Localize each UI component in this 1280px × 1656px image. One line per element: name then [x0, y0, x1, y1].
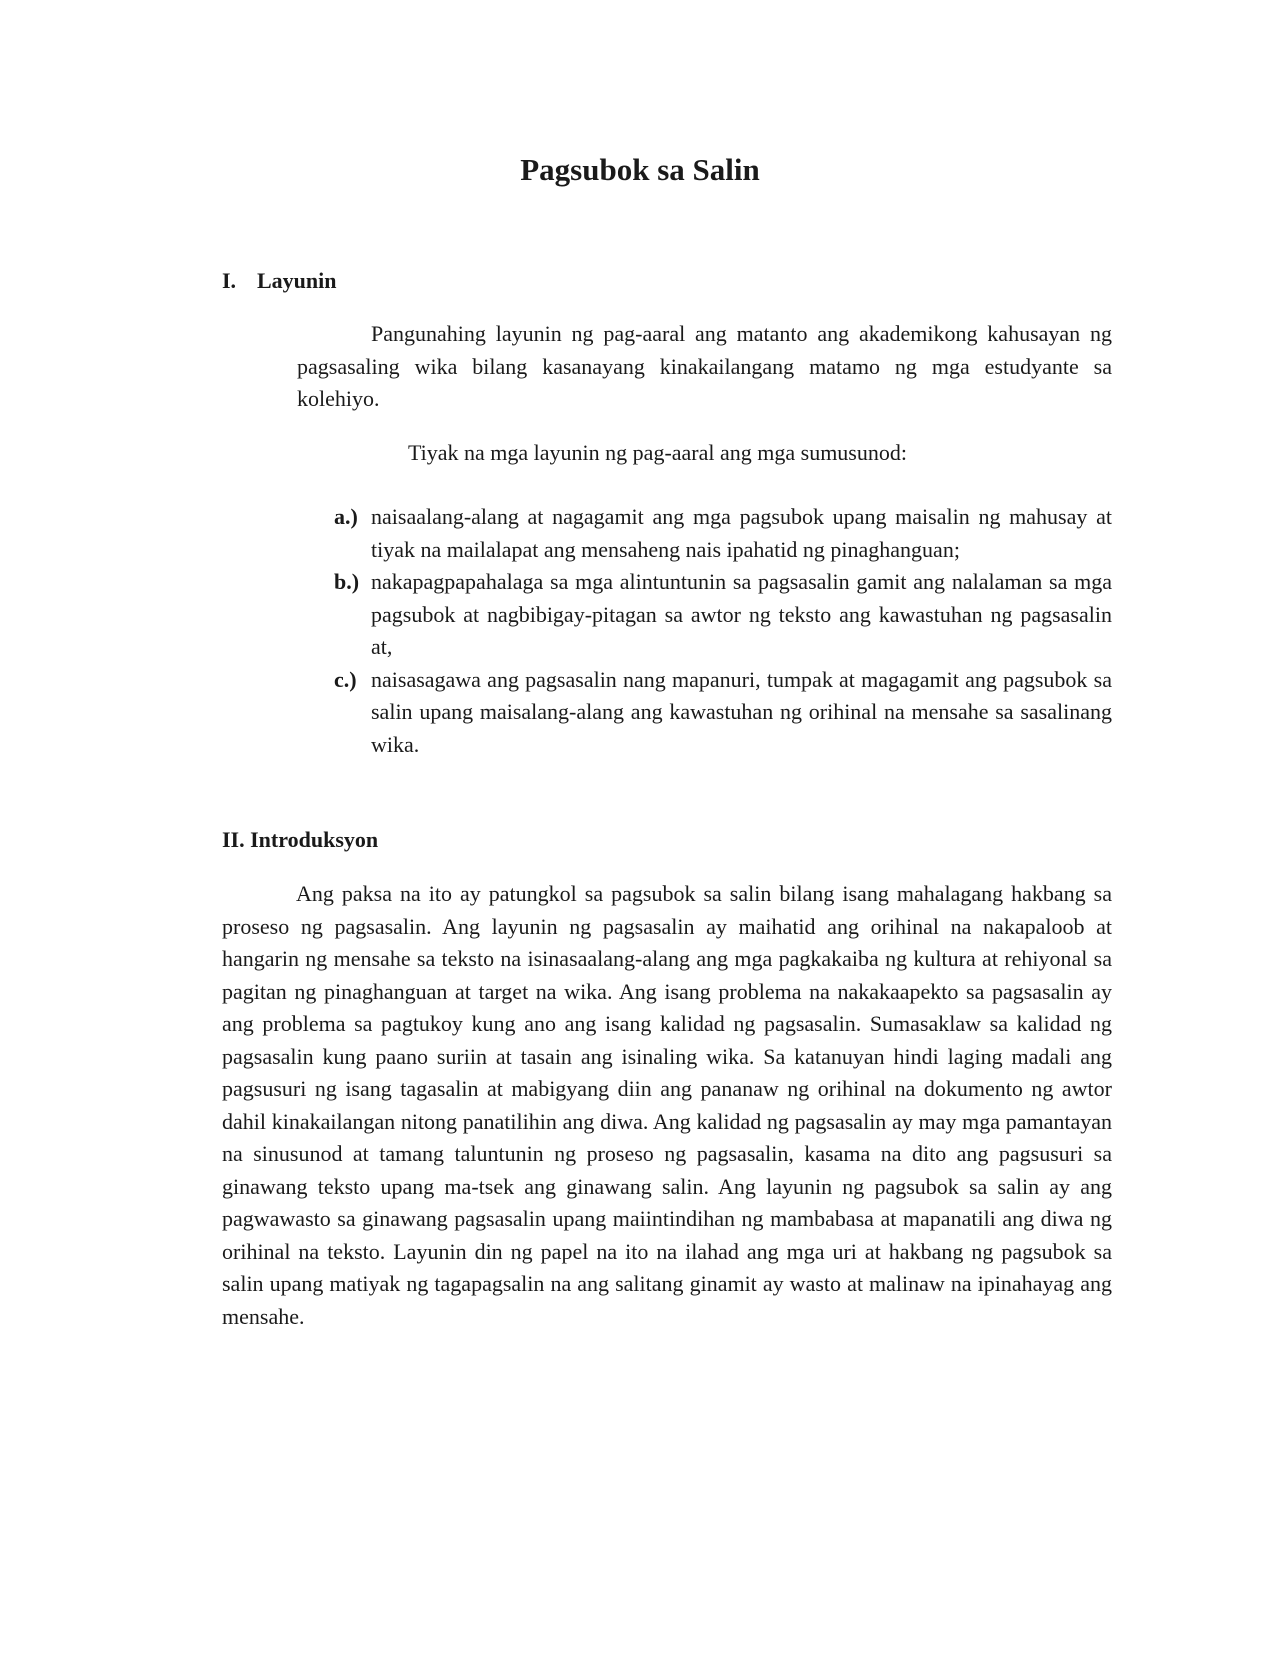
section-number: II. — [222, 827, 245, 852]
section-title: Introduksyon — [250, 827, 379, 852]
objectives-list — [334, 501, 1112, 761]
section-title: Layunin — [257, 268, 337, 293]
objective-text: naisasagawa ang pagsasalin nang mapanuri, tumpak at magagamit ang pagsubok sa salin upang maisalang-alang ang kawastuhan ng orihinal na mensahe sa sasalinang wika. — [371, 666, 1112, 757]
objective-item — [334, 664, 1112, 762]
objective-item — [334, 501, 1112, 566]
objective-text: nakapagpapahalaga sa mga alintuntunin sa pagsasalin gamit ang nalalaman sa mga pagsubok at nagbibigay-pitagan sa awtor ng teksto ang kawastuhan ng pagsasalin at, — [371, 569, 1112, 659]
section-heading-layunin — [222, 265, 337, 297]
document-title: Pagsubok sa Salin — [520, 152, 760, 187]
introduksyon-paragraph: Ang paksa na ito ay patungkol sa pagsubok sa salin bilang isang mahalagang hakbang sa proseso ng pagsasalin. Ang layunin ng pagsasalin ay maihatid ang orihinal na nakapaloob at hangarin ng mensahe sa teksto na isinasaalang-alang ang mga pagkakaiba ng kultura at rehiyonal sa pagitan ng pinaghanguan at target na wika. Ang isang problema na nakakaapekto sa pagsasalin ay ang problema sa pagtukoy kung ano ang isang kalidad ng pagsasalin. Sumasaklaw sa kalidad ng pagsasalin kung paano suriin at tasain ang isinaling wika. Sa katanuyan hindi laging madali ang pagsusuri ng isang tagasalin at mabigyang diin ang pananaw ng orihinal na dokumento ng awtor dahil kinakailangan nitong panatilihin ang diwa. Ang kalidad ng pagsasalin ay may mga pamantayan na sinusunod at tamang taluntunin ng proseso ng pagsasalin, kasama na dito ang pagsusuri sa ginawang teksto upang ma-tsek ang ginawang salin. Ang layunin ng pagsubok sa salin ay ang pagwawasto sa ginawang pagsasalin upang maiintindihan ng mambabasa at mapanatili ang diwa ng orihinal na teksto. Layunin din ng papel na ito na ilahad ang mga uri at hakbang ng pagsubok sa salin upang matiyak ng tagapagsalin na ang salitang ginamit ay wasto at malinaw na ipinahayag ang mensahe. — [222, 881, 1112, 1329]
objective-item — [334, 566, 1112, 664]
section-number: I. — [222, 268, 237, 293]
objective-marker: a.) — [334, 504, 358, 529]
specific-objectives-intro: Tiyak na mga layunin ng pag-aaral ang mga sumusunod: — [408, 440, 907, 465]
objective-text: naisaalang-alang at nagagamit ang mga pagsubok upang maisalin ng mahusay at tiyak na mailalapat ang mensaheng nais ipahatid ng pinaghanguan; — [371, 504, 1112, 562]
section-heading-introduksyon — [222, 824, 378, 856]
objective-marker: c.) — [334, 666, 357, 692]
layunin-main-paragraph: Pangunahing layunin ng pag-aaral ang matanto ang akademikong kahusayan ng pagsasaling wika bilang kasanayang kinakailangang matamo ng mga estudyante sa kolehiyo. — [297, 321, 1112, 411]
objective-marker: b.) — [334, 569, 360, 594]
